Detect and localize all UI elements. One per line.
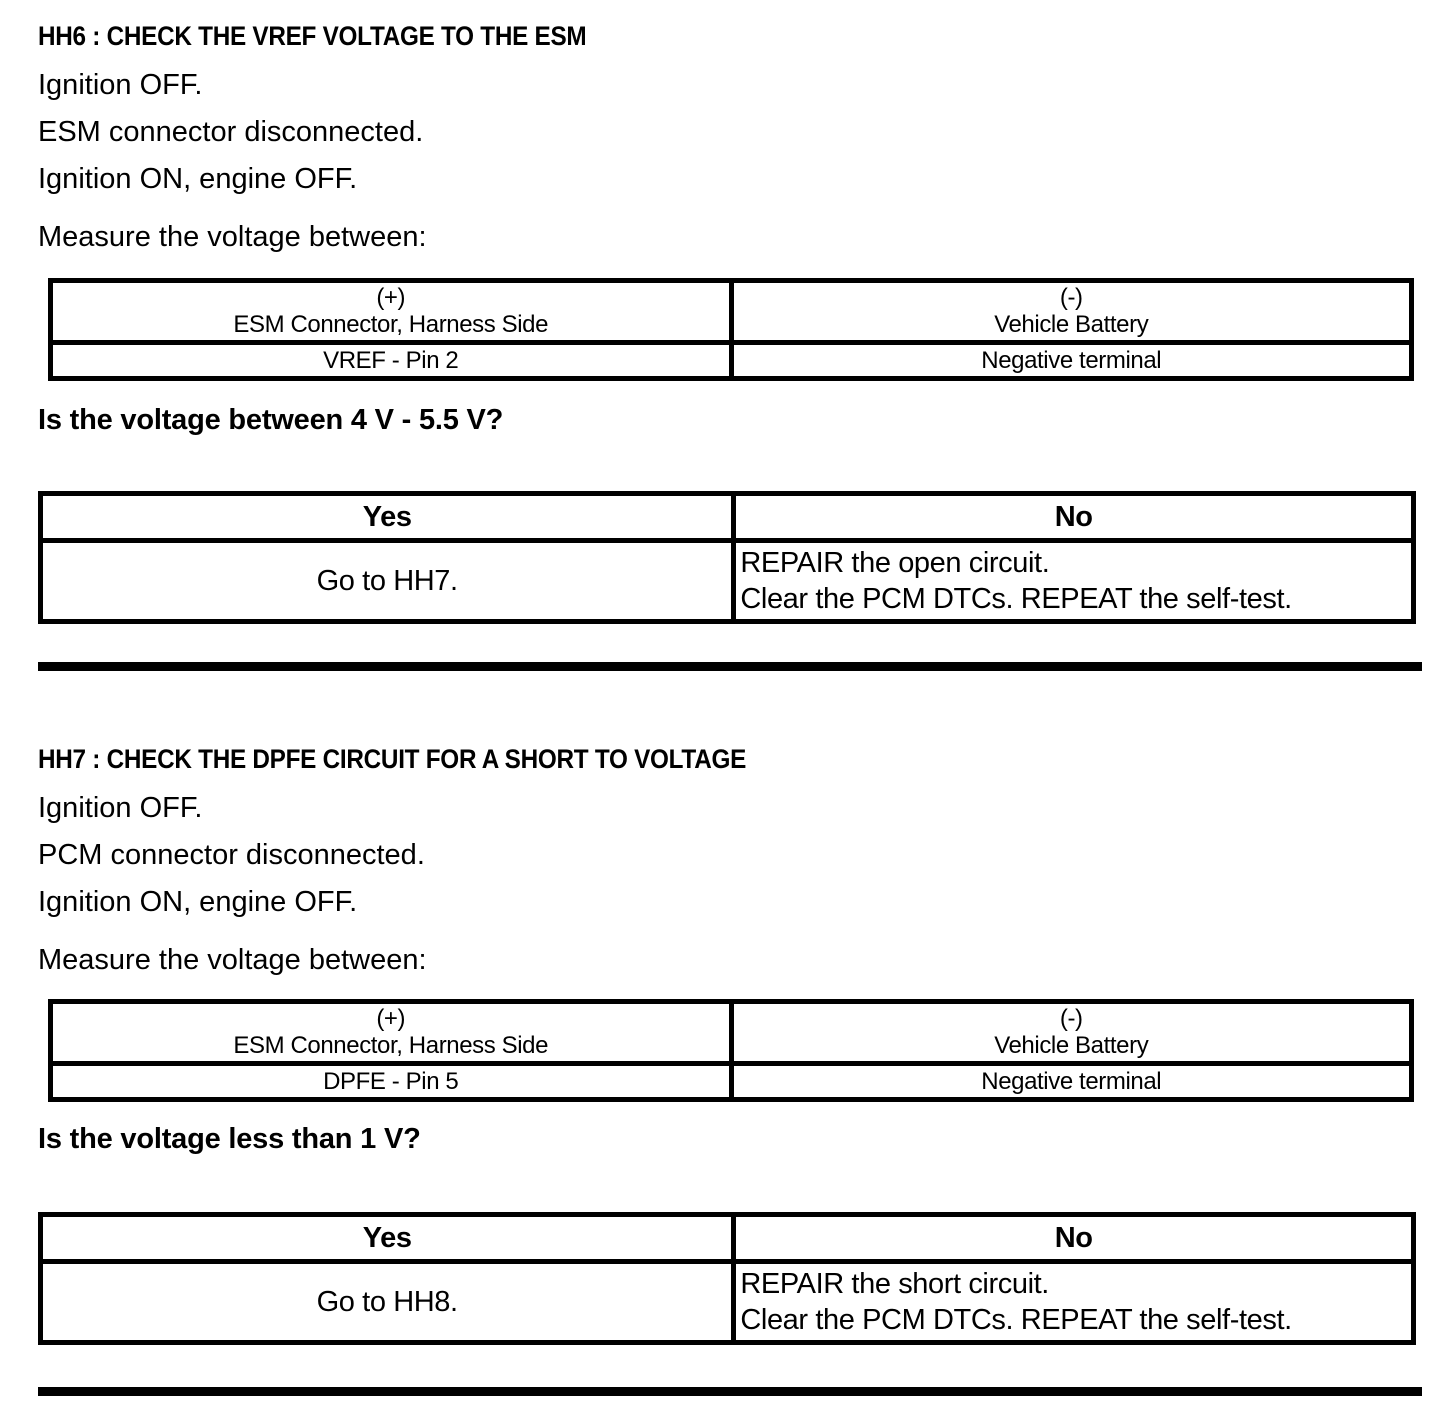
procedure-step: Ignition OFF.: [38, 792, 203, 824]
measurement-value-row: [51, 343, 1412, 379]
no-action-line: REPAIR the open circuit.: [740, 547, 1050, 579]
measurement-col-positive: [51, 1002, 732, 1064]
measurement-table: [48, 278, 1414, 381]
decision-action-row: [41, 1262, 1414, 1343]
decision-header-yes: Yes: [41, 1215, 734, 1262]
decision-table: [38, 491, 1416, 624]
no-action-line: Clear the PCM DTCs. REPEAT the self-test.: [740, 583, 1292, 615]
section-divider: [38, 662, 1422, 671]
question-text: Is the voltage between 4 V - 5.5 V?: [38, 404, 504, 436]
measurement-col-negative: [731, 1002, 1412, 1064]
decision-header-row: [41, 1215, 1414, 1262]
question-text: Is the voltage less than 1 V?: [38, 1123, 421, 1155]
no-action-line: Clear the PCM DTCs. REPEAT the self-test.: [740, 1304, 1292, 1336]
measurement-source-positive: ESM Connector, Harness Side: [233, 311, 549, 338]
section-hh6: [38, 20, 1422, 624]
no-action: [734, 541, 1414, 622]
decision-action-row: [41, 541, 1414, 622]
decision-header-row: [41, 494, 1414, 541]
measurement-table: [48, 999, 1414, 1102]
yes-action: Go to HH7.: [41, 541, 734, 622]
yes-action: Go to HH8.: [41, 1262, 734, 1343]
decision-table: [38, 1212, 1416, 1345]
procedure-step: ESM connector disconnected.: [38, 116, 424, 148]
section-hh7: [38, 743, 1422, 1345]
polarity-negative: (-): [1059, 284, 1083, 311]
document-page: [0, 20, 1456, 1396]
measurement-point-positive: VREF - Pin 2: [51, 343, 732, 379]
measurement-point-negative: Negative terminal: [731, 343, 1412, 379]
no-action-line: REPAIR the short circuit.: [740, 1268, 1049, 1300]
section-heading-hh6-text: HH6 : CHECK THE VREF VOLTAGE TO THE ESM: [38, 21, 587, 51]
measurement-value-row: [51, 1064, 1412, 1100]
measurement-source-negative: Vehicle Battery: [994, 311, 1149, 338]
measurement-header-row: [51, 281, 1412, 343]
decision-header-no: No: [734, 1215, 1414, 1262]
polarity-positive: (+): [376, 1005, 406, 1032]
procedure-step: Ignition ON, engine OFF.: [38, 886, 358, 918]
section-heading-hh7-text: HH7 : CHECK THE DPFE CIRCUIT FOR A SHORT TO VOLTAGE: [38, 744, 747, 774]
polarity-negative: (-): [1059, 1005, 1083, 1032]
section-heading-hh6: [38, 20, 1422, 52]
procedure-step: Ignition OFF.: [38, 69, 203, 101]
polarity-positive: (+): [376, 284, 406, 311]
measurement-header-row: [51, 1002, 1412, 1064]
measurement-point-positive: DPFE - Pin 5: [51, 1064, 732, 1100]
measurement-col-negative: [731, 281, 1412, 343]
procedure-step: PCM connector disconnected.: [38, 839, 425, 871]
measure-label: Measure the voltage between:: [38, 221, 427, 253]
section-heading-hh7: [38, 743, 1422, 775]
decision-header-no: No: [734, 494, 1414, 541]
procedure-step: Ignition ON, engine OFF.: [38, 163, 358, 195]
decision-header-yes: Yes: [41, 494, 734, 541]
measurement-point-negative: Negative terminal: [731, 1064, 1412, 1100]
measurement-source-positive: ESM Connector, Harness Side: [233, 1032, 549, 1059]
measurement-source-negative: Vehicle Battery: [994, 1032, 1149, 1059]
measure-label: Measure the voltage between:: [38, 944, 427, 976]
measurement-col-positive: [51, 281, 732, 343]
no-action: [734, 1262, 1414, 1343]
